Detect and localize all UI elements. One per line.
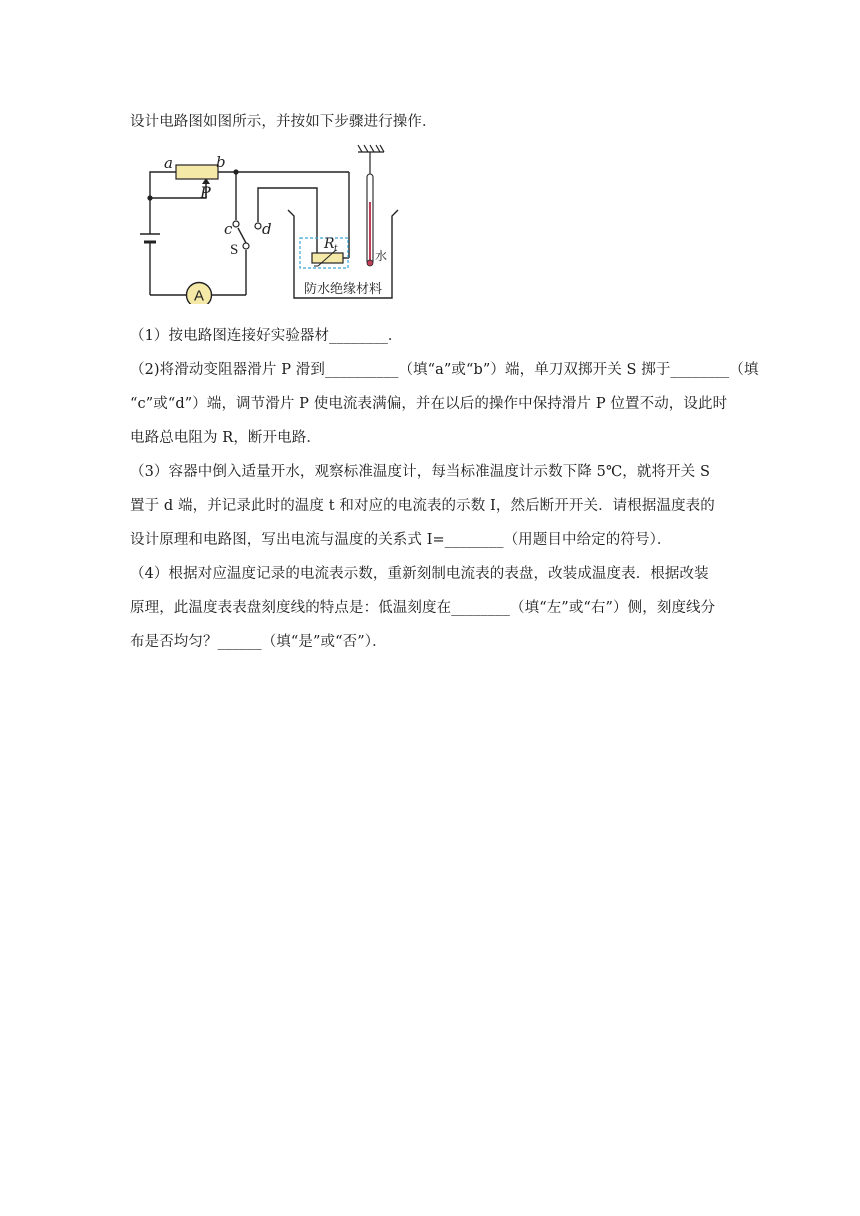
step-4-line-3: 布是否均匀？______（填“是”或“否”）． [130, 634, 387, 650]
step-2-line-1: （2)将滑动变阻器滑片 P 滑到__________（填“a”或“b”）端，单刀双掷开关 S 掷于________（填 [130, 362, 759, 378]
step-4-line-1: （4）根据对应温度记录的电流表示数，重新刻制电流表的表盘，改装成温度表．根据改装 [130, 566, 709, 582]
step-3-line-2: 置于 d 端，并记录此时的温度 t 和对应的电流表的示数 I，然后断开开关．请根据温度表的 [130, 498, 715, 514]
step-3-line-1: （3）容器中倒入适量开水，观察标准温度计，每当标准温度计示数下降 5℃，就将开关 S [130, 464, 711, 480]
step-4-line-2: 原理，此温度表表盘刻度线的特点是：低温刻度在________（填“左”或“右”）侧，刻度线分 [130, 600, 716, 616]
rheostat [176, 165, 218, 179]
question-intro: 设计电路图如图所示，并按如下步骤进行操作． [130, 114, 437, 130]
step-2-line-2: “c”或“d”）端，调节滑片 P 使电流表满偏，并在以后的操作中保持滑片 P 位置不动，设此时 [130, 396, 728, 412]
contact-d [255, 223, 261, 229]
label-d: d [262, 220, 272, 238]
label-a: a [164, 154, 173, 172]
step-3-line-3: 设计原理和电路图，写出电流与温度的关系式 I=________（用题目中给定的符号）． [130, 532, 672, 548]
label-c: c [224, 220, 233, 238]
label-s: S [230, 242, 239, 258]
contact-c [233, 221, 239, 227]
label-water: 水 [375, 249, 388, 263]
resistor-subscript: t [334, 244, 338, 254]
label-b: b [216, 153, 226, 171]
label-p: P [200, 183, 211, 202]
switch-pivot [243, 243, 249, 249]
switch-blade [238, 228, 246, 243]
step-2-line-3: 电路总电阻为 R，断开电路． [130, 430, 321, 446]
container-label: 防水绝缘材料 [303, 281, 383, 296]
ammeter-label: A [193, 287, 205, 304]
circuit-diagram [140, 142, 400, 304]
thermometer-icon [358, 145, 384, 266]
step-1: （1）按电路图连接好实验器材________． [130, 328, 403, 344]
resistor-label: R [324, 236, 335, 252]
